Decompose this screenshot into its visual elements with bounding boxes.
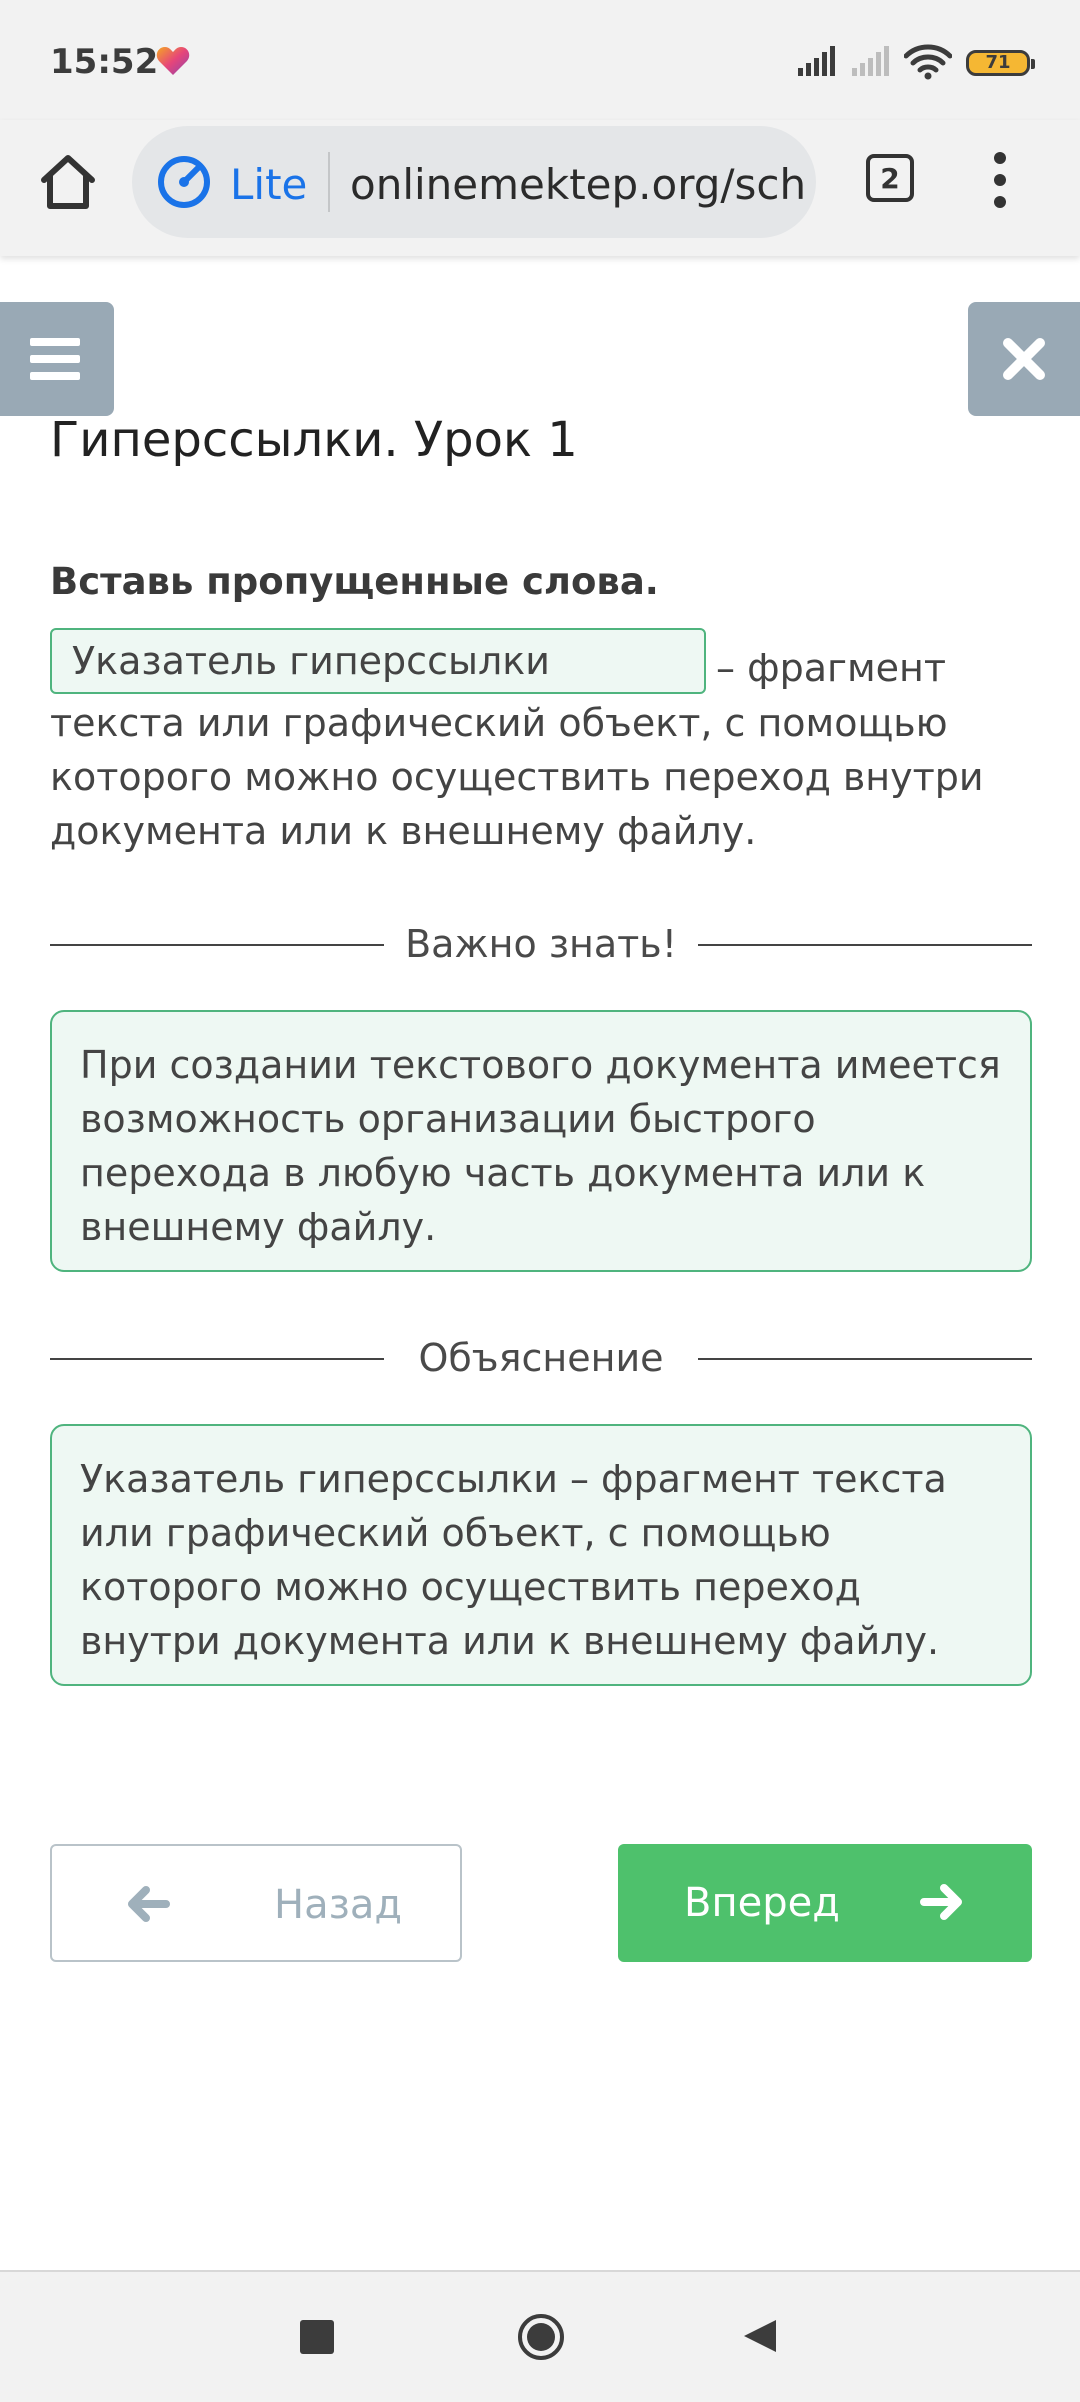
address-bar[interactable] [132,126,816,238]
explanation-card [50,1424,1032,1686]
browser-toolbar [0,120,1080,256]
explanation-text: Указатель гиперссылки – фрагмент текста или графический объект, с помощью которого можно осуществить переход внутри документа или к внешнему файлу. [80,1457,947,1663]
arrow-left-icon [126,1884,170,1924]
back-nav-icon[interactable] [740,2316,780,2356]
battery-icon [966,50,1030,76]
more-options-icon[interactable] [990,148,1010,212]
recents-icon[interactable] [300,2320,334,2354]
lite-mode-icon [156,154,212,210]
status-bar [0,0,1080,120]
hamburger-icon [30,338,80,346]
important-divider [50,924,1032,964]
important-text: При создании текстового документа имеется возможность организации быстрого перехода в любую часть документа или к внешнему файлу. [80,1043,1001,1249]
hamburger-icon-bar [30,372,80,380]
url-text[interactable]: onlinemektep.org/sch [350,160,807,209]
menu-button[interactable] [0,302,114,416]
divider-line [698,1358,1032,1360]
arrow-right-icon [920,1882,964,1922]
tab-count: 2 [880,161,900,195]
important-heading: Важно знать! [405,922,677,966]
lite-mode-label: Lite [230,160,308,209]
status-time: 15:52 [50,42,159,82]
sentence-continuation: – фрагмент [716,646,946,690]
explanation-divider [50,1338,1032,1378]
explanation-heading: Объяснение [418,1336,664,1380]
wifi-icon [904,44,952,80]
answer-field[interactable]: Указатель гиперссылки [50,628,706,694]
important-card [50,1010,1032,1272]
signal-strength-icon [798,46,838,76]
close-icon [968,302,1080,416]
signal-strength-2-icon [852,46,892,76]
system-navigation-bar [0,2270,1080,2402]
back-button-label: Назад [274,1882,403,1928]
url-divider [328,152,330,212]
task-instruction: Вставь пропущенные слова. [50,560,659,603]
back-button[interactable] [50,1844,462,1962]
home-nav-icon[interactable] [516,2312,566,2362]
home-icon[interactable] [36,150,100,214]
close-button[interactable] [968,302,1080,416]
divider-line [698,944,1032,946]
page-title: Гиперссылки. Урок 1 [50,412,578,468]
sentence-text: текста или графический объект, с помощью которого можно осуществить переход внутри документа или к внешнему файлу. [50,701,984,853]
tab-switcher-button[interactable] [866,154,914,202]
heart-icon [156,46,190,76]
hamburger-icon-bar [30,355,80,363]
battery-level: 71 [985,52,1011,73]
next-button-label: Вперед [684,1880,840,1926]
next-button[interactable] [618,1844,1032,1962]
